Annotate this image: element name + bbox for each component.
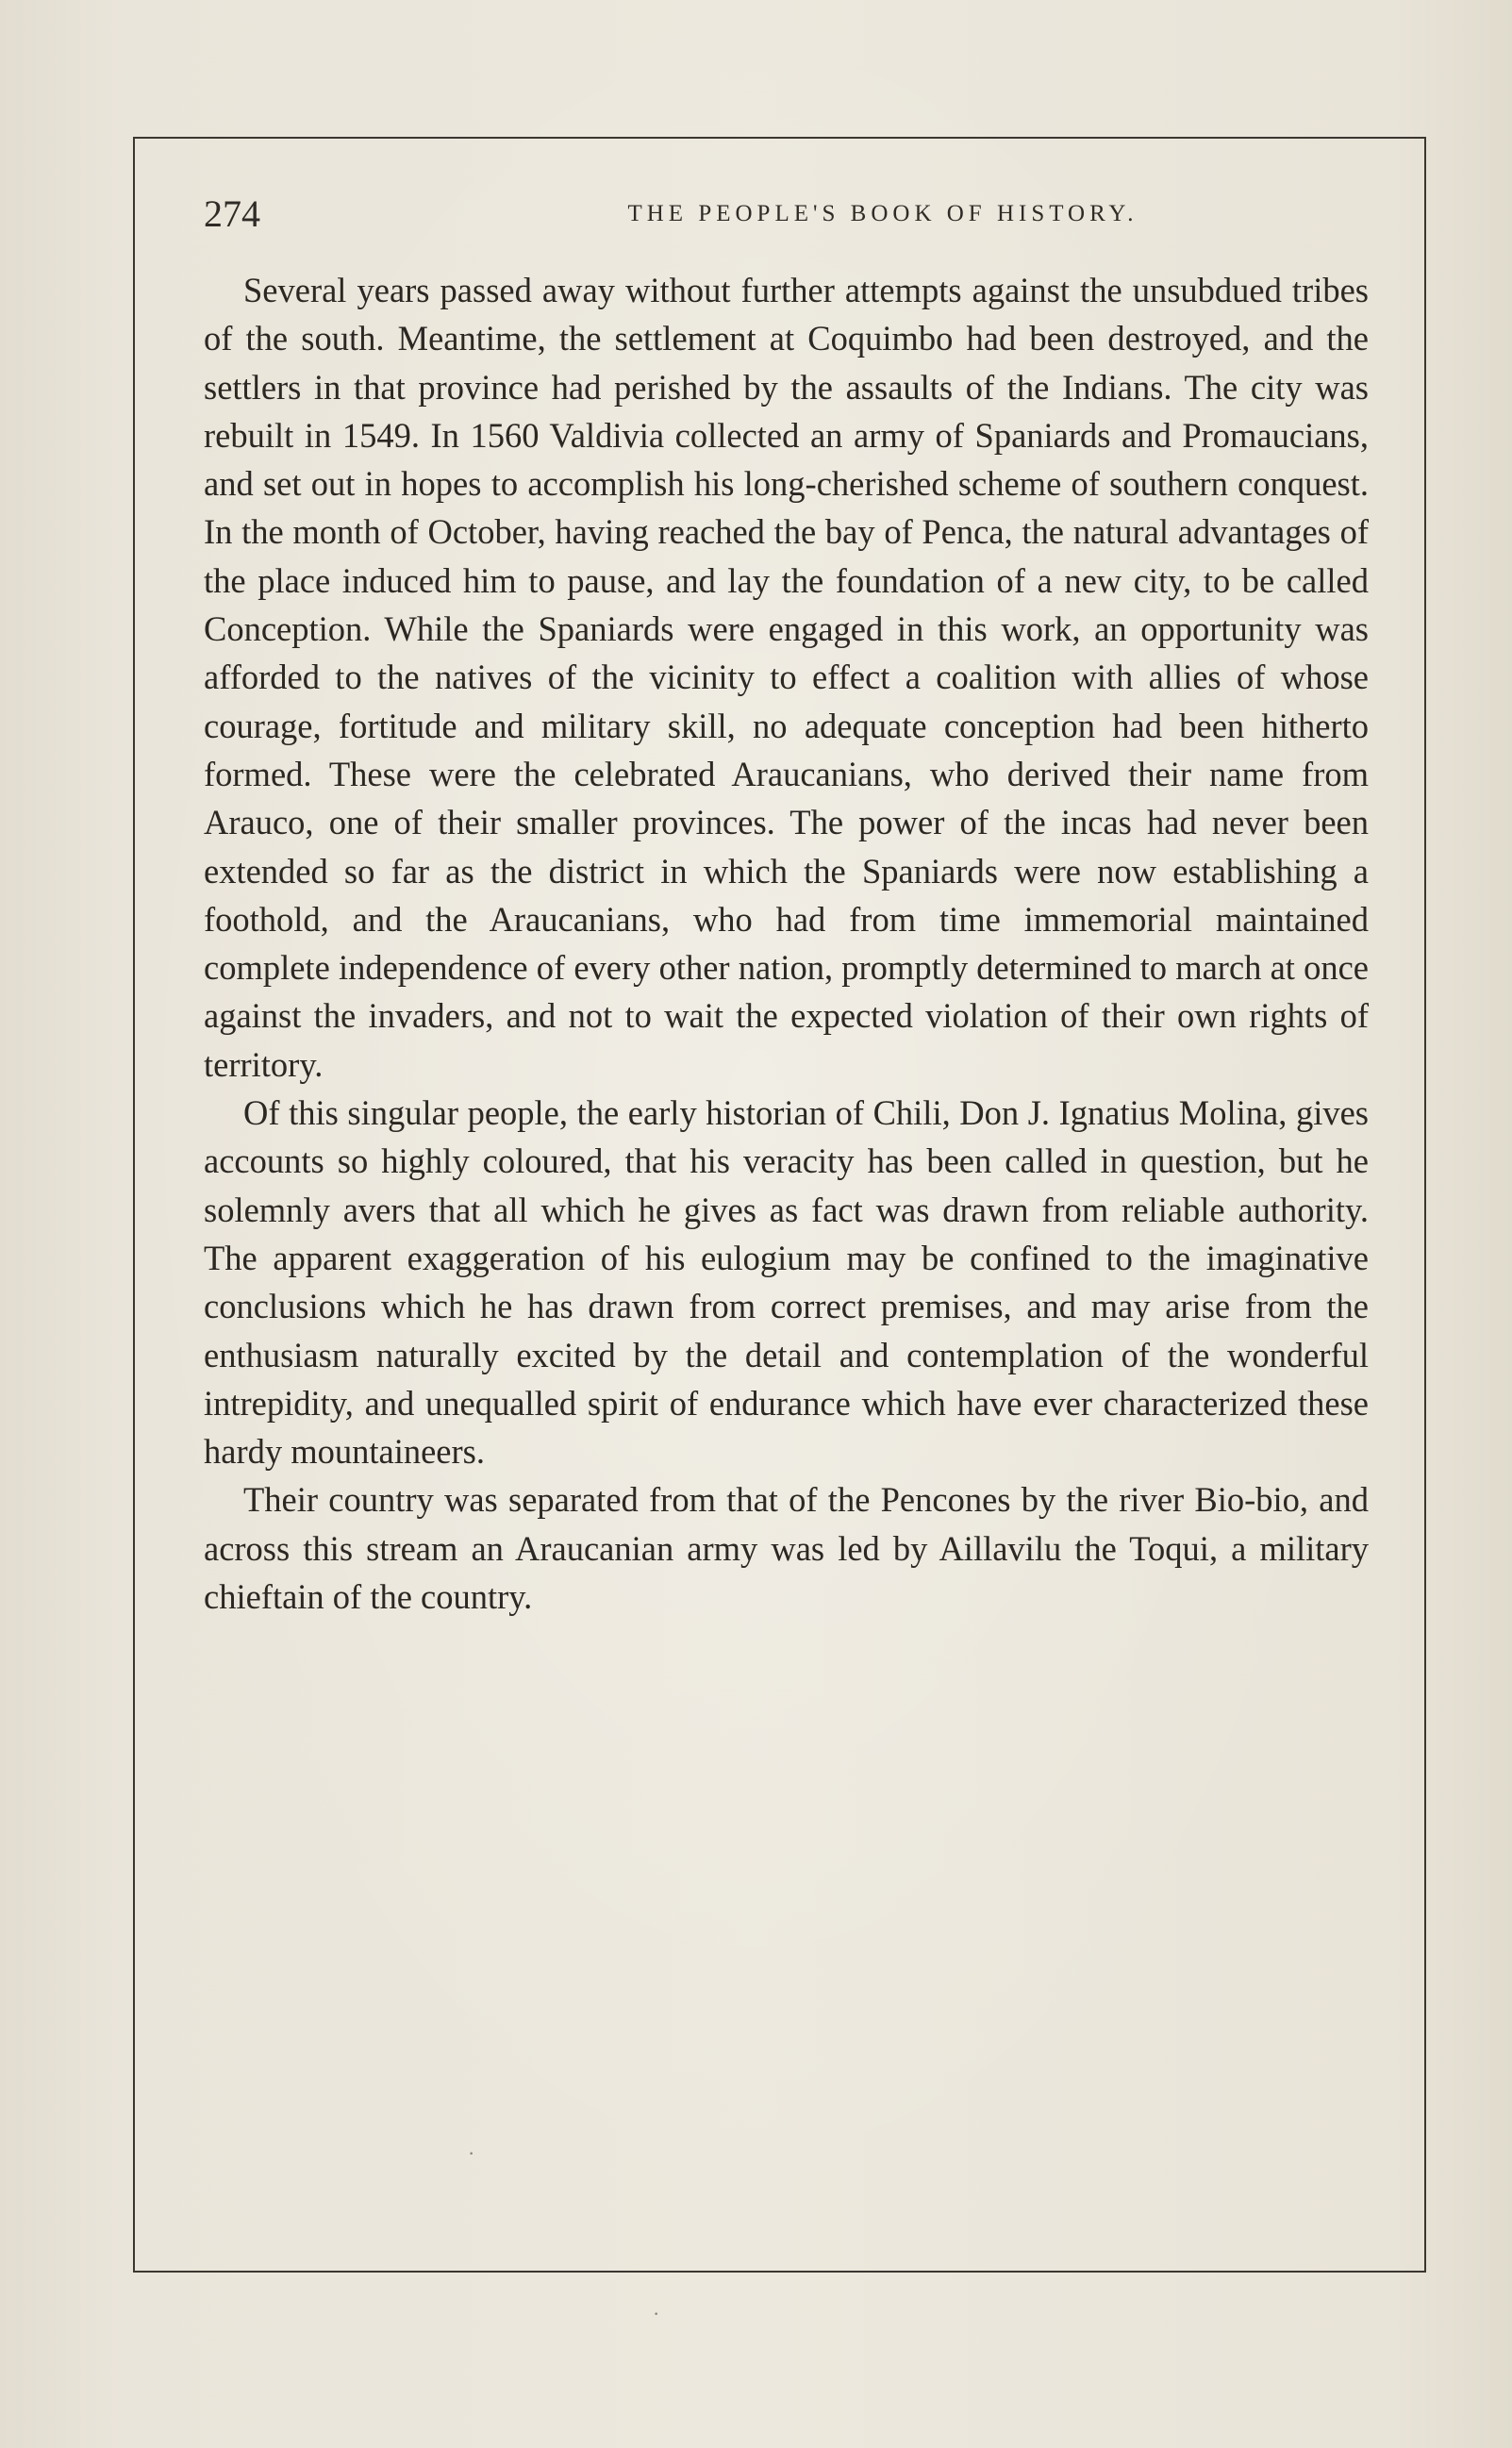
paragraph-1: Several years passed away without further attempts against the unsubdued tribes of the south. Meantime, the settlement at Coquimbo had been destroyed, and the settlers in that province had perished by the assaults of the Indians. The city was rebuilt in 1549. In 1560 Valdivia collected an army of Spaniards and Promaucians, and set out in hopes to accomplish his long-cherished scheme of southern conquest. In the month of October, having reached the bay of Penca, the natural advantages of the place induced him to pause, and lay the foundation of a new city, to be called Conception. While the Spaniards were engaged in this work, an opportunity was afforded to the natives of the vicinity to effect a coalition with allies of whose courage, fortitude and military skill, no adequate conception had been hitherto formed. These were the celebrated Araucanians, who derived their name from Arauco, one of their smaller provinces. The power of the incas had never been extended so far as the district in which the Spaniards were now establishing a foothold, and the Araucanians, who had from time immemorial maintained complete independence of every other nation, promptly determined to march at once against the invaders, and not to wait the expected violation of their own rights of territory. [204,271,1369,1084]
page-number: 274 [204,192,260,235]
paragraph-2: Of this singular people, the early historian of Chili, Don J. Ignatius Molina, gives accounts so highly coloured, that his veracity has been called in question, but he solemnly avers that all which he gives as fact was drawn from reliable authority. The apparent exaggeration of his eulogium may be confined to the imaginative conclusions which he has drawn from correct premises, and may arise from the enthusiasm naturally excited by the detail and contemplation of the wonderful intrepidity, and unequalled spirit of endurance which have ever characterized these hardy mountaineers. [204,1093,1369,1472]
page-header [204,191,1369,238]
running-head: THE PEOPLE'S BOOK OF HISTORY. [627,201,1138,226]
ink-speck: · [468,2141,475,2165]
ink-speck: · [653,2302,660,2325]
paragraph-3: Their country was separated from that of the Pencones by the river Bio-bio, and across this stream an Araucanian army was led by Aillavilu the Toqui, a military chieftain of the country. [204,1480,1369,1617]
body-text [204,266,1369,1621]
